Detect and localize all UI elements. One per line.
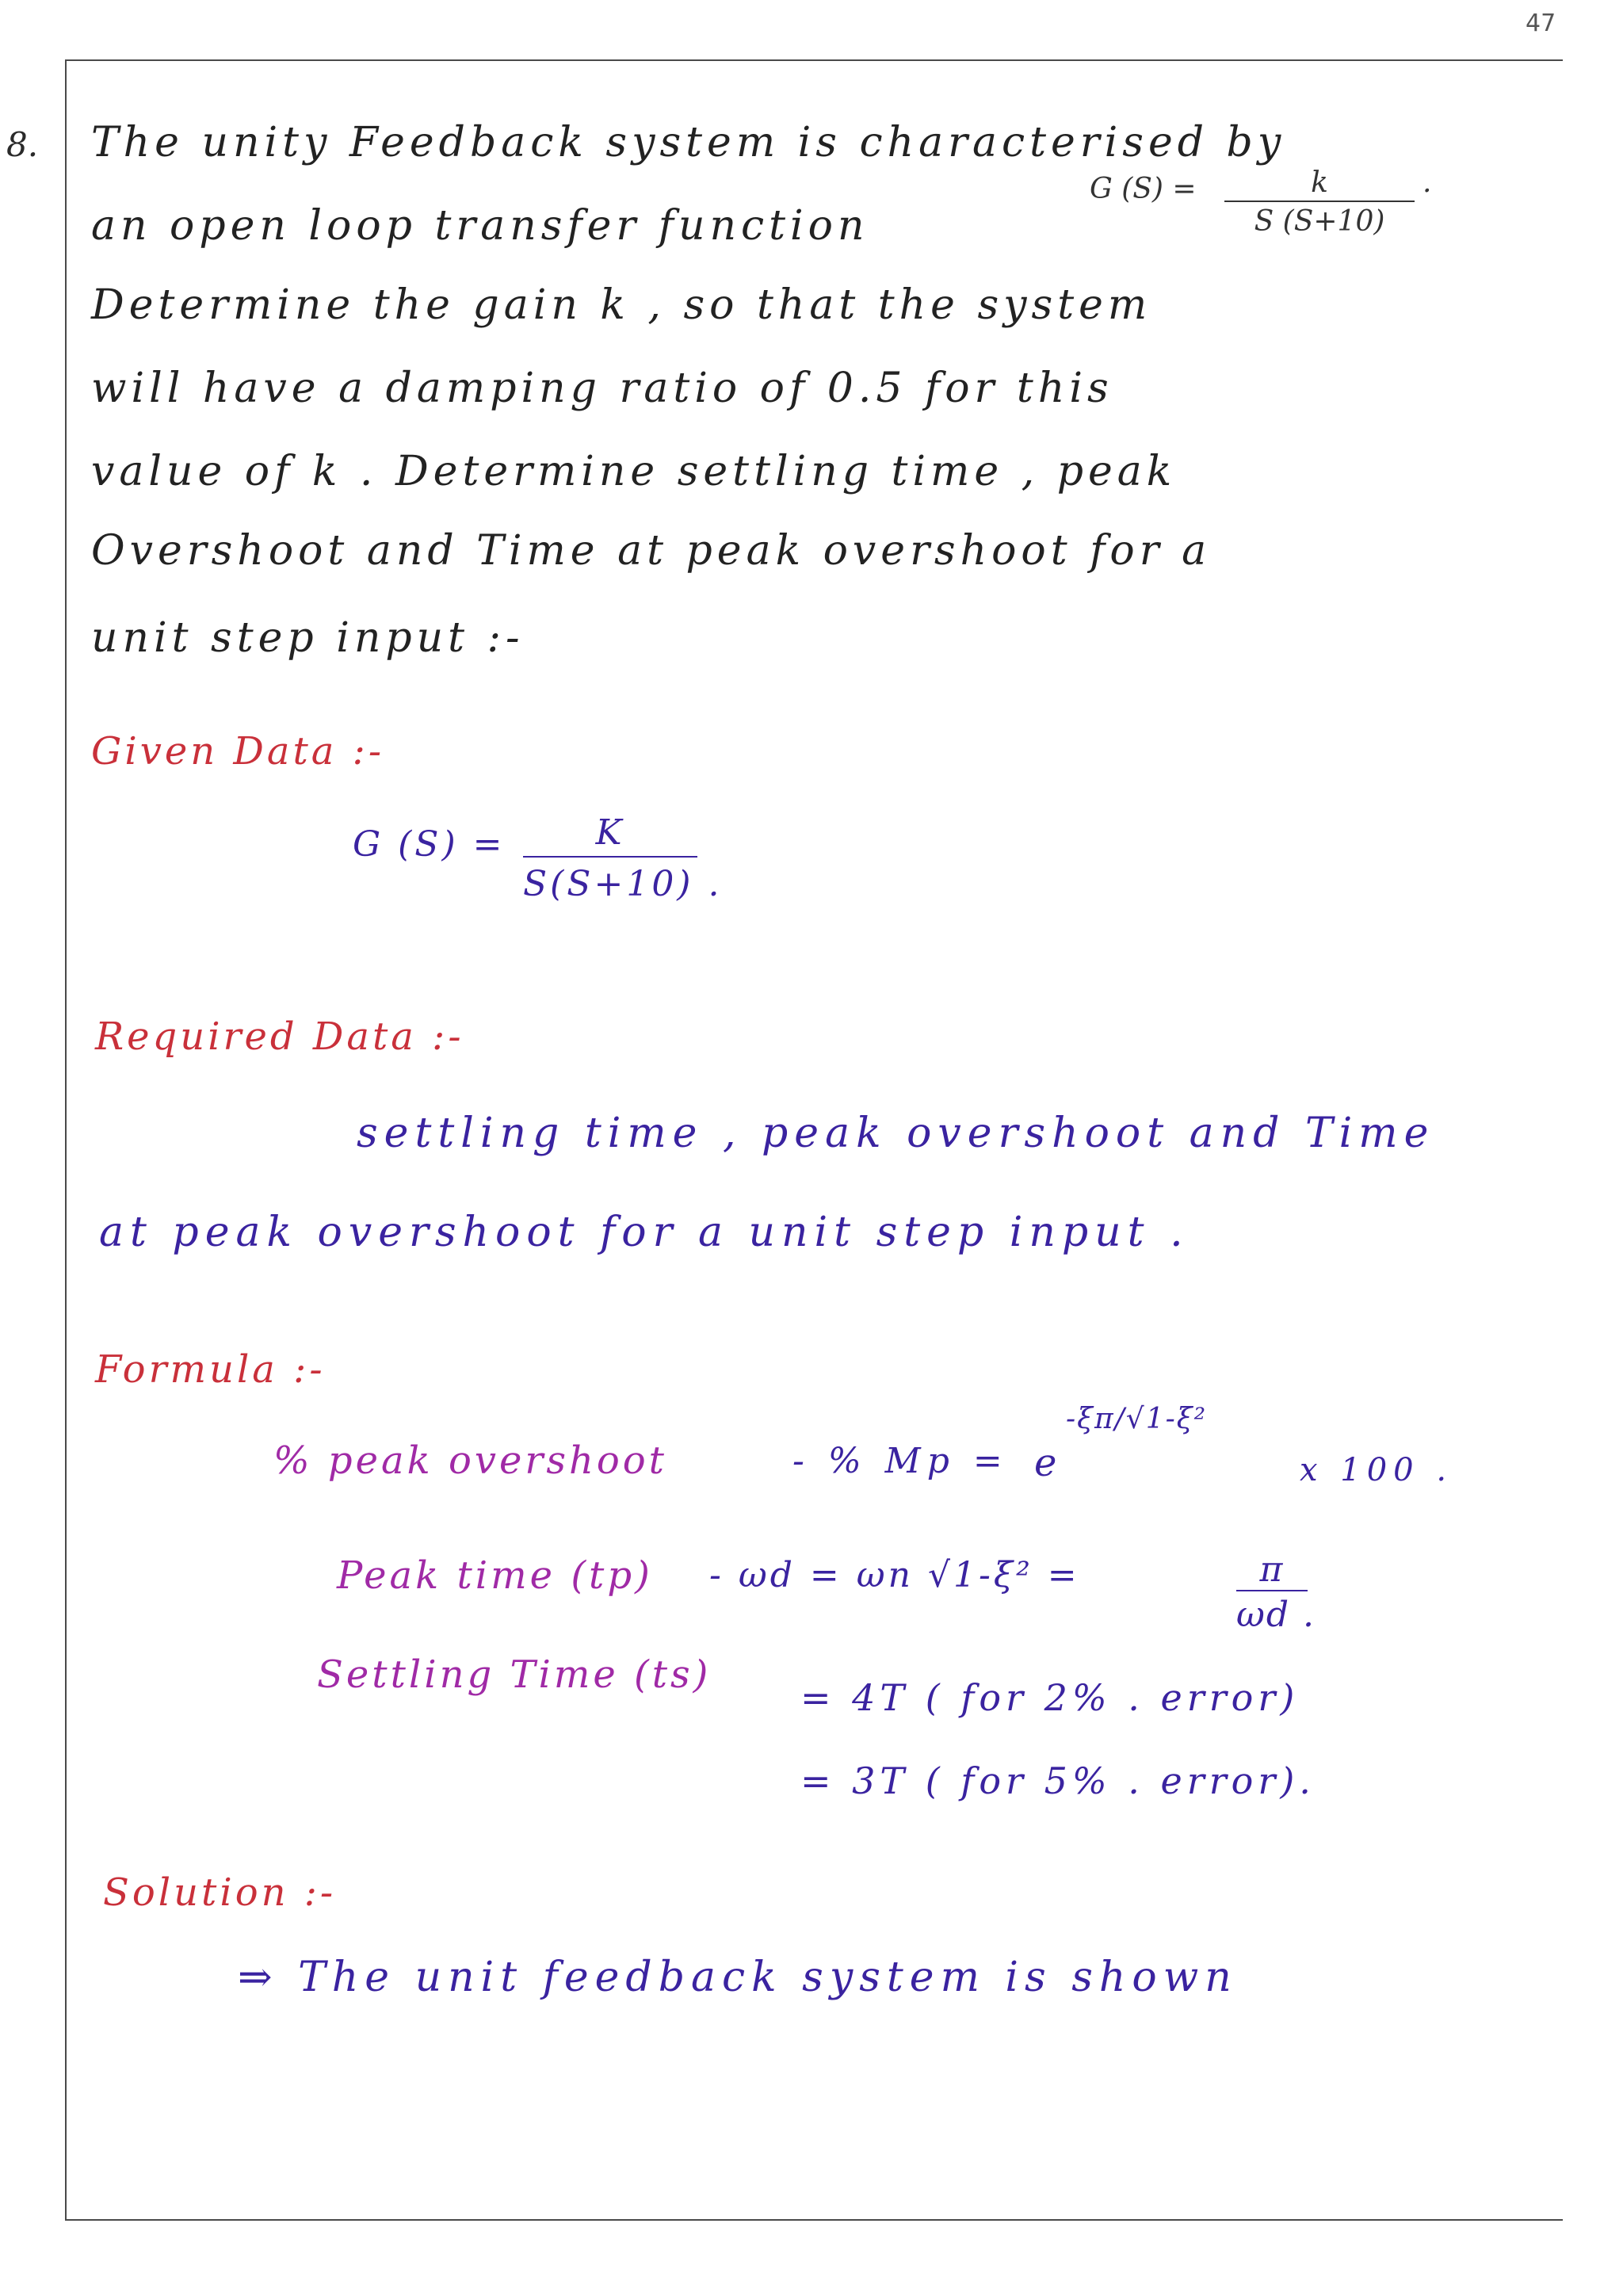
given-tf-numerator: K	[523, 812, 697, 858]
peak-time-denominator: ωd .	[1236, 1595, 1316, 1635]
formula-heading: Formula :-	[95, 1347, 326, 1392]
settling-time-expression: = 3T ( for 5% . error).	[800, 1759, 1316, 1802]
question-line: The unity Feedback system is characterised by	[91, 119, 1286, 166]
page-top-rule	[65, 59, 1563, 61]
given-tf-denominator: S(S+10) .	[523, 864, 723, 904]
question-line: an open loop transfer function	[91, 202, 869, 250]
required-line: settling time , peak overshoot and Time	[357, 1110, 1435, 1157]
page-margin-rule	[65, 59, 67, 2219]
overshoot-exponent: -ξπ/√1-ξ²	[1066, 1403, 1208, 1435]
tf-lhs: G (S) =	[1090, 173, 1197, 205]
given-data-heading: Given Data :-	[91, 729, 385, 774]
solution-heading: Solution :-	[103, 1870, 337, 1915]
given-tf-lhs: G (S) =	[353, 824, 506, 865]
overshoot-tail: x 100 .	[1300, 1452, 1453, 1488]
peak-time-numerator: π	[1236, 1549, 1308, 1591]
peak-time-expression: - ωd = ωn √1-ξ² =	[709, 1555, 1080, 1595]
page-number: 47	[1526, 10, 1556, 37]
solution-line: ⇒ The unit feedback system is shown	[238, 1954, 1238, 2001]
required-data-heading: Required Data :-	[95, 1014, 464, 1059]
tf-numerator: k	[1224, 166, 1415, 202]
tf-denominator: S (S+10)	[1254, 205, 1385, 238]
required-line: at peak overshoot for a unit step input .	[99, 1209, 1190, 1256]
overshoot-base: e	[1034, 1441, 1064, 1485]
peak-time-fraction	[1236, 1549, 1316, 1635]
overshoot-label: % peak overshoot	[273, 1438, 667, 1483]
question-line: unit step input :-	[91, 614, 525, 662]
question-line: value of k . Determine settling time , peak	[91, 448, 1177, 495]
question-line: Determine the gain k , so that the system	[91, 281, 1152, 329]
settling-time-label: Settling Time (ts)	[317, 1652, 712, 1697]
question-number: 8.	[6, 125, 39, 164]
page-bottom-rule	[65, 2219, 1563, 2221]
given-transfer-function	[523, 812, 722, 904]
question-line: will have a damping ratio of 0.5 for this	[91, 365, 1113, 412]
overshoot-expression: - % Mp =	[792, 1441, 1009, 1481]
tf-trail: .	[1423, 166, 1432, 199]
peak-time-label: Peak time (tp)	[337, 1553, 653, 1598]
settling-time-expression: = 4T ( for 2% . error)	[800, 1676, 1300, 1719]
question-line: Overshoot and Time at peak overshoot for a	[91, 527, 1212, 575]
